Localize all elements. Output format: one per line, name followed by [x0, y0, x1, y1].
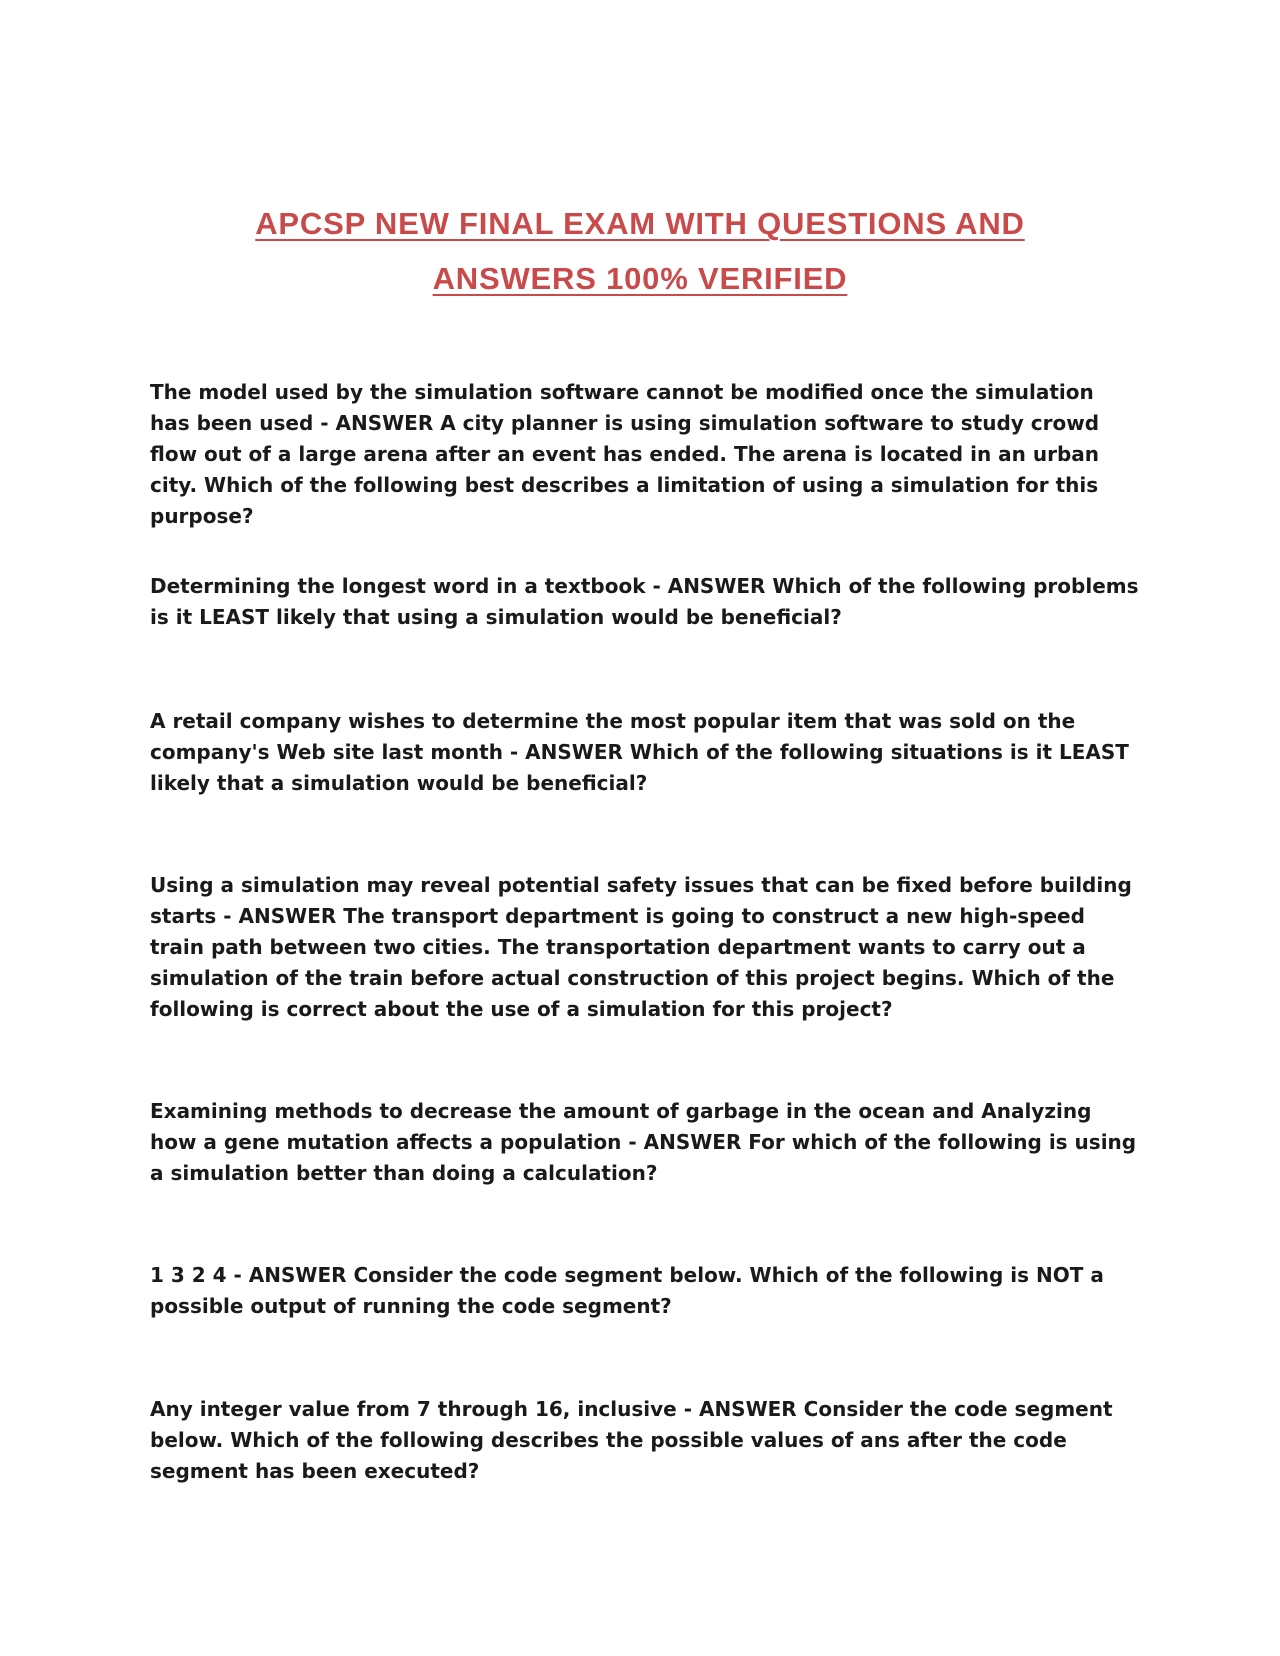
- title-line-1: APCSP NEW FINAL EXAM WITH QUESTIONS AND: [255, 206, 1025, 241]
- qa-entry-1: The model used by the simulation software cannot be modified once the simulation has been used - ANSWER A city planner is using simulation software to study crowd flow out of a large arena after an event has ended. The arena is located in an urban city. Which of the following best describes a limitation of using a simulation for this purpose?: [150, 380, 1100, 528]
- qa-entry-6: 1 3 2 4 - ANSWER Consider the code segment below. Which of the following is NOT a possible output of running the code segment?: [150, 1263, 1104, 1318]
- qa-entry-4: Using a simulation may reveal potential safety issues that can be fixed before building starts - ANSWER The transport department is going to construct a new high-speed train path between two cities. The transportation department wants to carry out a simulation of the train before actual construction of this project begins. Which of the following is correct about the use of a simulation for this project?: [150, 873, 1132, 1021]
- qa-entry-7: Any integer value from 7 through 16, inclusive - ANSWER Consider the code segment below. Which of the following describes the possible values of ans after the code segment has been executed?: [150, 1397, 1113, 1483]
- qa-entry-2: Determining the longest word in a textbook - ANSWER Which of the following problems is it LEAST likely that using a simulation would be beneficial?: [150, 574, 1139, 629]
- title-line-2: ANSWERS 100% VERIFIED: [432, 261, 848, 296]
- qa-entry-3: A retail company wishes to determine the most popular item that was sold on the company's Web site last month - ANSWER Which of the following situations is it LEAST likely that a simulation would be beneficial?: [150, 709, 1129, 795]
- qa-entry-5: Examining methods to decrease the amount of garbage in the ocean and Analyzing how a gene mutation affects a population - ANSWER For which of the following is using a simulation better than doing a calculation?: [150, 1099, 1137, 1185]
- document-title: [150, 196, 1130, 306]
